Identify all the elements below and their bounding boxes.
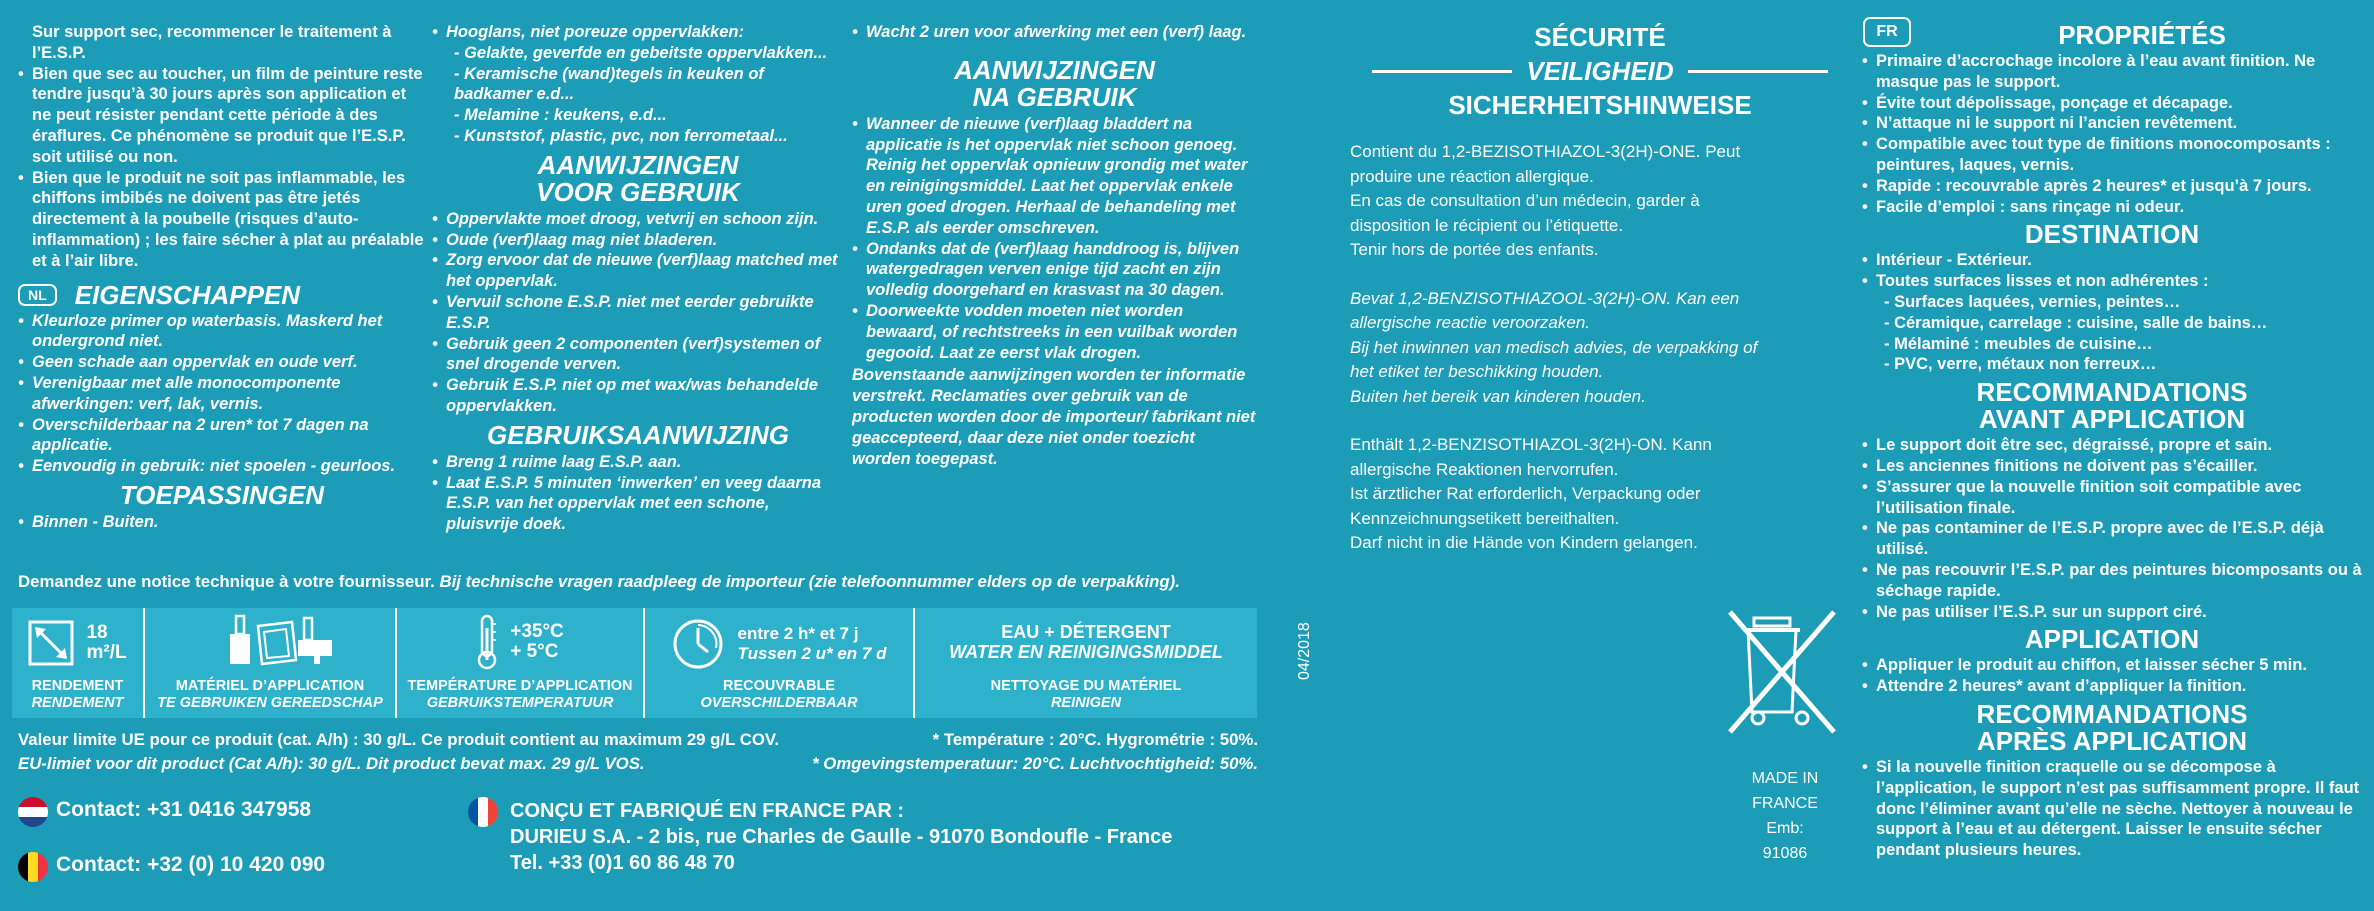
section-title: EIGENSCHAPPEN: [74, 279, 301, 310]
list-item: • Primaire d’accrochage incolore à l’eau avant finition. Ne masque pas le support.: [1862, 51, 2362, 93]
list-item: • Wanneer de nieuwe (verf)laag bladdert na applicatie is het oppervlak niet schoon genoeg. Reinig het oppervlak opnieuw grondig met water en reinigingsmiddel. Laat het oppervlak enkele uren goed drogen. Herhaal de behandeling met E.S.P. als eerder omschreven.: [852, 114, 1257, 239]
safety-line: produire une réaction allergique.: [1350, 166, 1594, 186]
band-tools: [145, 608, 397, 718]
manufacturer-title: CONÇU ET FABRIQUÉ EN FRANCE PAR :: [510, 800, 905, 822]
list-item: • Breng 1 ruime laag E.S.P. aan.: [432, 452, 844, 473]
notice-fr: Demandez une notice technique à votre fournisseur.: [18, 572, 435, 591]
manufacturer-phone: Tel. +33 (0)1 60 86 48 70: [510, 852, 735, 874]
eu-limit-nl: EU-limiet voor dit product (Cat A/h): 30 g/L. Dit product bevat max. 29 g/L VOS.: [18, 754, 645, 773]
section-title: AVANT APPLICATION: [1978, 404, 2246, 435]
list-item: • Gebruik E.S.P. niet op met wax/was behandelde oppervlakken.: [432, 375, 844, 417]
list-item: • Évite tout dépolissage, ponçage et décapage.: [1862, 93, 2362, 114]
section-title: APPLICATION: [2024, 624, 2200, 655]
safety-de-text: [1350, 433, 1850, 556]
band-coverage: [12, 608, 145, 718]
made-line: MADE IN: [1751, 770, 1819, 787]
list-item: • Wacht 2 uren voor afwerking met een (verf) laag.: [852, 22, 1257, 43]
list-item: • Zorg ervoor dat de nieuwe (verf)laag matched met het oppervlak.: [432, 250, 844, 292]
safety-line: Bevat 1,2-BENZISOTHIAZOOL-3(2H)-ON. Kan een: [1350, 288, 1740, 308]
safety-line: Kennzeichnungsetikett bereithalten.: [1350, 508, 1620, 528]
list-item: • S’assurer que la nouvelle finition soit compatible avec l’utilisation finale.: [1862, 477, 2362, 519]
temp-min: + 5°C: [510, 641, 559, 662]
conditions-nl: * Omgevingstemperatuur: 20°C. Luchtvochtigheid: 50%.: [812, 754, 1258, 773]
divider: [1372, 70, 1512, 73]
list-item: • Kleurloze primer op waterbasis. Maskerd het ondergrond niet.: [18, 311, 426, 353]
cleaning-fr: EAU + DÉTERGENT: [1001, 622, 1171, 642]
list-item: • Ne pas contaminer de l’E.S.P. propre avec de l’E.S.P. déjà utilisé.: [1862, 518, 2362, 560]
notice-line: [18, 572, 1180, 592]
band-label-fr: RECOUVRABLE: [723, 678, 835, 694]
list-subitem: - Keramische (wand)tegels in keuken of badkamer e.d...: [454, 64, 764, 104]
safety-line: allergische reactie veroorzaken.: [1350, 313, 1591, 332]
manufacturer-block: [510, 798, 1172, 876]
recoat-nl: Tussen 2 u* en 7 d: [737, 644, 887, 663]
list-item: • Rapide : recouvrable après 2 heures* et jusqu’à 7 jours.: [1862, 176, 2362, 197]
safety-line: Tenir hors de portée des enfants.: [1350, 240, 1599, 259]
list-item: • Compatible avec tout type de finitions monocomposants : peintures, laques, vernis.: [1862, 134, 2362, 176]
band-cleaning: [915, 608, 1257, 718]
section-title: AANWIJZINGEN VOOR GEBRUIK: [536, 149, 740, 207]
list-item: • Oude (verf)laag mag niet bladeren.: [432, 230, 844, 251]
list-subitem: - Céramique, carrelage : cuisine, salle de bains…: [1884, 313, 2268, 332]
cleaning-nl: WATER EN REINIGINGSMIDDEL: [949, 642, 1223, 662]
list-subitem: - Surfaces laquées, vernies, peintes…: [1884, 292, 2181, 311]
list-item: • Le support doit être sec, dégraissé, propre et sain.: [1862, 435, 2362, 456]
list-item: • Les anciennes finitions ne doivent pas s’écailler.: [1862, 456, 2362, 477]
band-recoat: [645, 608, 915, 718]
list-item: • Intérieur - Extérieur.: [1862, 250, 2362, 271]
notice-nl: Bij technische vragen raadpleeg de importeur (zie telefoonnummer elders op de verpakking).: [439, 572, 1180, 591]
closing-note: Bovenstaande aanwijzingen worden ter informatie verstrekt. Reclamaties over gebruik van de producten worden door de importeur/ fabrikant niet geaccepteerd, daar deze niet onder toezicht worden toegepast.: [852, 366, 1256, 468]
crossed-bin-icon: [1722, 608, 1842, 738]
list-subitem: - PVC, verre, métaux non ferreux…: [1884, 355, 2157, 374]
column-3: [852, 22, 1257, 469]
safety-line: Enthält 1,2-BENZISOTHIAZOL-3(2H)-ON. Kann: [1350, 435, 1712, 454]
list-item: • Verenigbaar met alle monocomponente afwerkingen: verf, lak, vernis.: [18, 373, 426, 415]
band-label-fr: RENDEMENT: [31, 678, 124, 694]
safety-nl-text: [1350, 287, 1850, 410]
safety-line: disposition le récipient ou l’étiquette.: [1350, 215, 1624, 235]
application-info-band: [12, 608, 1257, 718]
safety-line: allergische Reaktionen hervorrufen.: [1350, 459, 1619, 479]
safety-line: Buiten het bereik van kinderen houden.: [1350, 386, 1646, 406]
band-label-fr: TEMPÉRATURE D’APPLICATION: [407, 678, 633, 694]
thermometer-icon: [476, 614, 498, 670]
list-item: • Oppervlakte moet droog, vetvrij en schoon zijn.: [432, 209, 844, 230]
band-label-nl: REINIGEN: [1050, 695, 1122, 711]
list-item: • Ondanks dat de (verf)laag handdroog is, blijven watergedragen verven enige tijd zacht en zijn volledig doorgehard en krasvast na 30 dagen.: [852, 239, 1257, 301]
safety-line: Bij het inwinnen van medisch advies, de verpakking of: [1350, 337, 1758, 357]
section-title: APRÈS APPLICATION: [1976, 725, 2248, 756]
band-label-nl: RENDEMENT: [31, 695, 124, 711]
date-code: 04/2018: [1296, 622, 1313, 680]
section-title: DESTINATION: [2024, 219, 2200, 250]
divider: [1688, 70, 1828, 73]
list-item: • Facile d’emploi : sans rinçage ni odeur.: [1862, 197, 2362, 218]
list-item: • Toutes surfaces lisses et non adhérentes :: [1862, 271, 2362, 292]
section-title: RECOMMANDATIONS: [1976, 377, 2248, 408]
list-subitem: - Melamine : keukens, e.d...: [454, 106, 667, 125]
band-label-fr: NETTOYAGE DU MATÉRIEL: [990, 678, 1182, 694]
section-title: TOEPASSINGEN: [119, 479, 325, 510]
manufacturer-address: DURIEU S.A. - 2 bis, rue Charles de Gaulle - 91070 Bondoufle - France: [510, 826, 1173, 848]
list-item: • Bien que le produit ne soit pas inflammable, les chiffons imbibés ne doivent pas être jetés directement à la poubelle (risques d’auto-inflammation) ; les faire sécher à plat au préalable et à l’air libre.: [18, 168, 426, 272]
safety-title-de: SICHERHEITSHINWEISE: [1448, 90, 1752, 120]
band-label-nl: OVERSCHILDERBAAR: [700, 695, 858, 711]
safety-title-nl: VEILIGHEID: [1526, 56, 1674, 86]
section-title: GEBRUIKSAANWIJZING: [487, 419, 789, 450]
nl-language-tag: NL: [18, 284, 57, 306]
section-title: PROPRIÉTÉS: [2058, 20, 2226, 50]
list-item: • Ne pas utiliser l’E.S.P. sur un support ciré.: [1862, 602, 2362, 623]
band-label-nl: GEBRUIKSTEMPERATUUR: [426, 695, 614, 711]
list-subitem: - Mélaminé : meubles de cuisine…: [1884, 334, 2153, 353]
band-label-nl: TE GEBRUIKEN GEREEDSCHAP: [157, 695, 383, 711]
section-title: RECOMMANDATIONS: [1976, 698, 2248, 729]
safety-fr-text: [1350, 140, 1850, 263]
safety-line: het etiket ter beschikking houden.: [1350, 362, 1604, 381]
eigenschappen-header: [18, 280, 426, 311]
tools-icon: [200, 614, 340, 666]
fr-intro: Sur support sec, recommencer le traitement à l’E.S.P.: [32, 23, 392, 62]
coverage-value: 18: [86, 622, 108, 643]
list-item: • Ne pas recouvrir l’E.S.P. par des peintures bicomposants ou à séchage rapide.: [1862, 560, 2362, 602]
list-item: • Bien que sec au toucher, un film de peinture reste tendre jusqu’à 30 jours après son application et ne peut résister pendant cette période à des éraflures. Ce phénomène se produit que l’E.S.P. soit utilisé ou non.: [18, 64, 426, 168]
list-subitem: - Gelakte, geverfde en gebeitste oppervlakken...: [454, 43, 828, 62]
list-subitem: - Kunststof, plastic, pvc, non ferrometaal...: [454, 126, 788, 145]
safety-line: Ist ärztlicher Rat erforderlich, Verpackung oder: [1350, 484, 1701, 503]
contact-be: Contact: +32 (0) 10 420 090: [56, 853, 326, 876]
column-1: [18, 22, 426, 533]
list-item: • Gebruik geen 2 componenten (verf)systemen of snel drogende verven.: [432, 334, 844, 376]
list-item: • Laat E.S.P. 5 minuten ‘inwerken’ en veeg daarna E.S.P. van het oppervlak met een schone, pluisvrije doek.: [432, 473, 844, 535]
section-title: AANWIJZINGEN NA GEBRUIK: [954, 54, 1155, 112]
made-line: 91086: [1762, 845, 1808, 862]
made-line: Emb:: [1766, 820, 1804, 837]
eu-limit-fr-line: [18, 730, 1258, 750]
safety-line: En cas de consultation d’un médecin, garder à: [1350, 191, 1700, 210]
band-temperature: [397, 608, 645, 718]
eu-limit-fr: Valeur limite UE pour ce produit (cat. A/h) : 30 g/L. Ce produit contient au maximum 29 g/L COV.: [18, 730, 780, 749]
list-item: • Hooglans, niet poreuze oppervlakken:: [432, 22, 844, 43]
temp-max: +35°C: [510, 621, 564, 642]
belgium-flag-icon: [18, 852, 48, 882]
fr-language-tag: FR: [1863, 17, 1911, 47]
list-item: • Attendre 2 heures* avant d’appliquer la finition.: [1862, 676, 2362, 697]
list-item: • Vervuil schone E.S.P. niet met eerder gebruikte E.S.P.: [432, 292, 844, 334]
list-item: • Binnen - Buiten.: [18, 512, 426, 533]
france-flag-icon: [468, 797, 498, 827]
list-item: • N’attaque ni le support ni l’ancien revêtement.: [1862, 113, 2362, 134]
band-label-fr: MATÉRIEL D’APPLICATION: [175, 678, 365, 694]
coverage-icon: [28, 620, 74, 666]
list-item: • Overschilderbaar na 2 uren* tot 7 dagen na applicatie.: [18, 415, 426, 457]
netherlands-flag-icon: [18, 797, 48, 827]
column-fr: [1862, 22, 2362, 861]
eu-limit-nl-line: [18, 754, 1258, 774]
coverage-unit: m²/L: [86, 642, 127, 663]
list-item: • Geen schade aan oppervlak en oude verf.: [18, 352, 426, 373]
conditions-fr: * Température : 20°C. Hygrométrie : 50%.: [932, 730, 1258, 749]
safety-title-fr: SÉCURITÉ: [1534, 22, 1666, 52]
safety-block: [1350, 20, 1850, 556]
made-in-france: [1725, 766, 1845, 866]
list-item: • Appliquer le produit au chiffon, et laisser sécher 5 min.: [1862, 655, 2362, 676]
clock-icon: [672, 618, 724, 670]
list-item: • Doorweekte vodden moeten niet worden bewaard, of rechtstreeks in een vuilbak worden gegooid. Laat ze eerst vlak drogen.: [852, 301, 1257, 363]
column-2: [432, 22, 844, 535]
list-item: • Si la nouvelle finition craquelle ou se décompose à l’application, le support n’est pas suffisamment propre. Il faut donc l’éliminer avant qu’elle ne sèche. Nettoyer à nouveau le support à l’eau et au détergent. Laisser le ensuite sécher pendant plusieurs heures.: [1862, 757, 2362, 861]
made-line: FRANCE: [1752, 795, 1818, 812]
recoat-fr: entre 2 h* et 7 j: [737, 624, 859, 643]
list-item: • Eenvoudig in gebruik: niet spoelen - geurloos.: [18, 456, 426, 477]
contact-nl: Contact: +31 0416 347958: [56, 798, 312, 821]
safety-line: Contient du 1,2-BEZISOTHIAZOL-3(2H)-ONE. Peut: [1350, 142, 1741, 161]
safety-line: Darf nicht in die Hände von Kindern gelangen.: [1350, 533, 1698, 552]
